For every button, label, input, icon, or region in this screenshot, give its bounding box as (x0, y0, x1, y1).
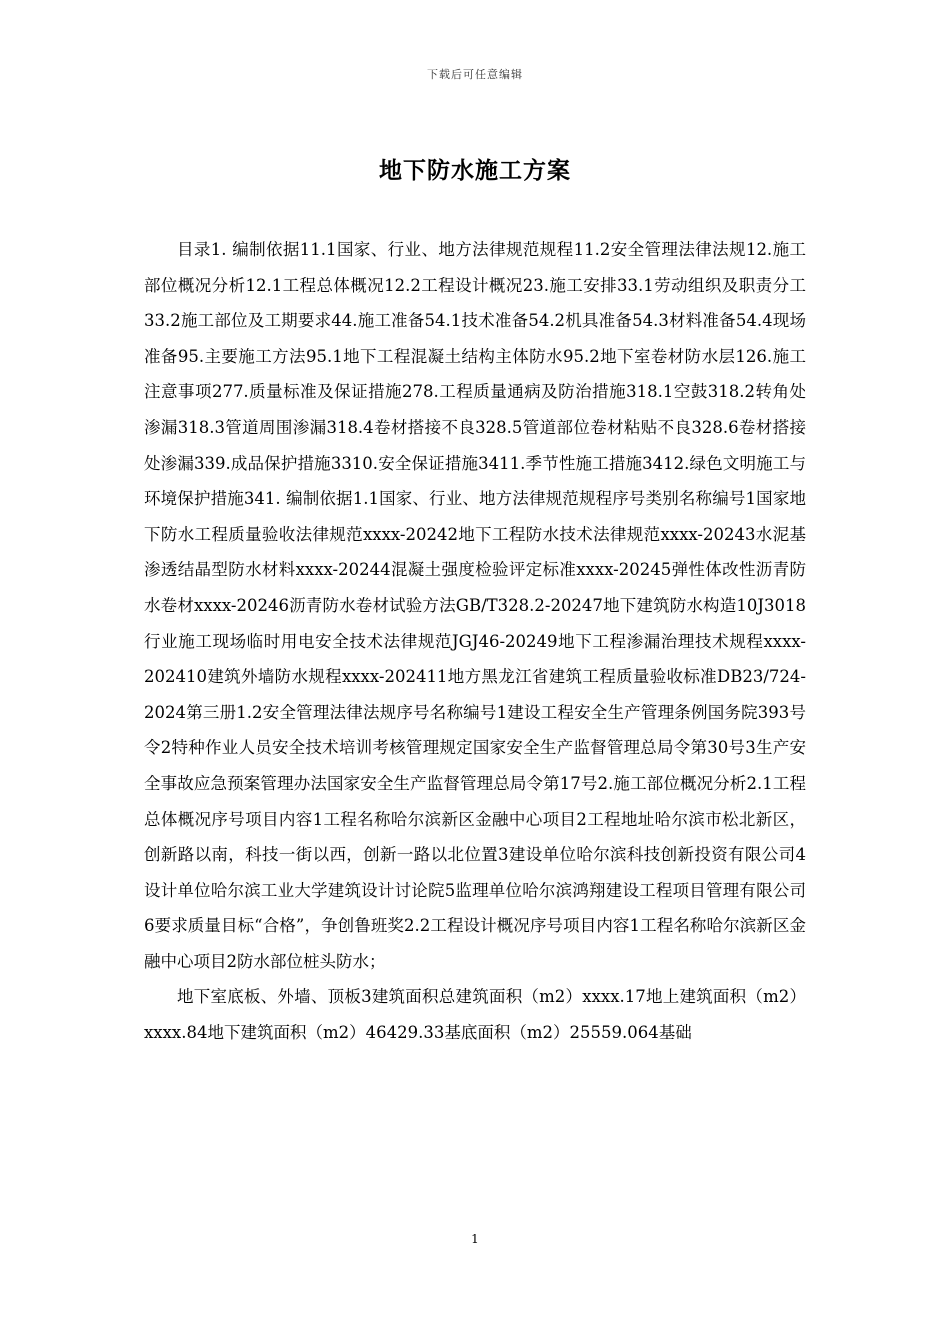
document-title: 地下防水施工方案 (379, 157, 571, 184)
header-note: 下载后可任意编辑 (427, 68, 523, 81)
body-paragraph: 地下室底板、外墙、顶板3建筑面积总建筑面积（m2）xxxx.17地上建筑面积（m2）xxxx.84地下建筑面积（m2）46429.33基底面积（m2）25559.064基础 (144, 987, 806, 1043)
document-body (144, 232, 806, 1051)
page-number: 1 (471, 1232, 479, 1246)
body-paragraph: 目录1. 编制依据11.1国家、行业、地方法律规范规程11.2安全管理法律法规12.施工部位概况分析12.1工程总体概况12.2工程设计概况23.施工安排33.1劳动组织及职责分工33.2施工部位及工期要求44.施工准备54.1技术准备54.2机具准备54.3材料准备54.4现场准备95.主要施工方法95.1地下工程混凝土结构主体防水95.2地下室卷材防水层126.施工注意事项277.质量标准及保证措施278.工程质量通病及防治措施318.1空鼓318.2转角处渗漏318.3管道周围渗漏318.4卷材搭接不良328.5管道部位卷材粘贴不良328.6卷材搭接处渗漏339.成品保护措施3310.安全保证措施3411.季节性施工措施3412.绿色文明施工与环境保护措施341. 编制依据1.1国家、行业、地方法律规范规程序号类别名称编号1国家地下防水工程质量验收法律规范xxxx-20242地下工程防水技术法律规范xxxx-20243水泥基渗透结晶型防水材料xxxx-20244混凝土强度检验评定标准xxxx-20245弹性体改性沥青防水卷材xxxx-20246沥青防水卷材试验方法GB/T328.2-20247地下建筑防水构造10J3018行业施工现场临时用电安全技术法律规范JGJ46-20249地下工程渗漏治理技术规程xxxx-202410建筑外墙防水规程xxxx-202411地方黑龙江省建筑工程质量验收标准DB23/724-2024第三册1.2安全管理法律法规序号名称编号1建设工程安全生产管理条例国务院393号令2特种作业人员安全技术培训考核管理规定国家安全生产监督管理总局令第30号3生产安全事故应急预案管理办法国家安全生产监督管理总局令第17号2.施工部位概况分析2.1工程总体概况序号项目内容1工程名称哈尔滨新区金融中心项目2工程地址哈尔滨市松北新区，创新路以南，科技一街以西，创新一路以北位置3建设单位哈尔滨科技创新投资有限公司4设计单位哈尔滨工业大学建筑设计讨论院5监理单位哈尔滨鸿翔建设工程项目管理有限公司6要求质量目标“合格”，争创鲁班奖2.2工程设计概况序号项目内容1工程名称哈尔滨新区金融中心项目2防水部位桩头防水； (144, 240, 806, 971)
